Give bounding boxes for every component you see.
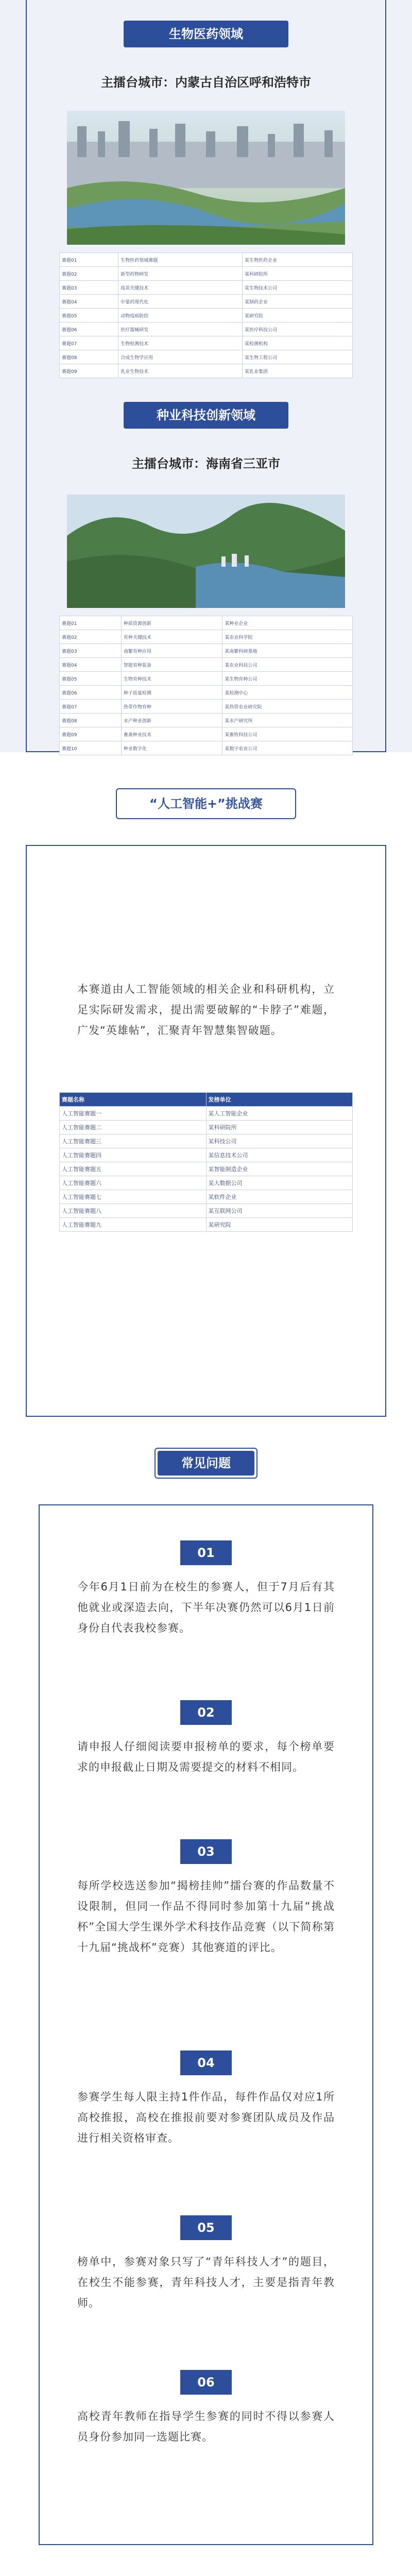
table-header bbox=[60, 1093, 353, 1107]
table-cell: 某检测机构 bbox=[242, 336, 352, 350]
table-cell: 赛题02 bbox=[60, 267, 118, 281]
table-cell: 赛题05 bbox=[60, 672, 122, 686]
table-cell: 赛题01 bbox=[60, 253, 118, 267]
table-cell: 某研究院 bbox=[242, 309, 352, 323]
table-cell: 某生物工程公司 bbox=[242, 350, 352, 364]
table-cell: 育种关键技术 bbox=[121, 630, 222, 644]
table-cell: 人工智能赛题七 bbox=[60, 1190, 207, 1204]
table-cell: 智能育种装备 bbox=[121, 658, 222, 672]
faq-answer: 请申报人仔细阅读要申报榜单的要求，每个榜单要求的申报截止日期及需要提交的材料不相同。 bbox=[77, 1740, 335, 1773]
table-row bbox=[60, 714, 353, 727]
table-cell: 新型药物研发 bbox=[118, 267, 243, 281]
table-cell: 某种业企业 bbox=[222, 616, 353, 630]
table-cell: 赛题07 bbox=[60, 700, 122, 714]
faq-answer: 高校青年教师在指导学生参赛的同时不得以参赛人员身份参加同一选题比赛。 bbox=[77, 2410, 335, 2443]
table-cell: 医疗器械研发 bbox=[118, 323, 243, 336]
table-header-cell: 赛题名称 bbox=[60, 1093, 207, 1107]
table-cell: 水产种业创新 bbox=[121, 714, 222, 727]
table-row bbox=[60, 741, 353, 755]
table-cell: 某智能制造企业 bbox=[206, 1162, 353, 1176]
table-row bbox=[60, 1218, 353, 1232]
table-header-cell: 发榜单位 bbox=[206, 1093, 353, 1107]
table-cell: 某数字农业公司 bbox=[222, 741, 353, 755]
faq-number: 03 bbox=[180, 1839, 232, 1864]
faq-number: 04 bbox=[180, 2050, 232, 2075]
seed-table bbox=[59, 616, 353, 755]
table-cell: 种质资源创新 bbox=[121, 616, 222, 630]
faq-number: 06 bbox=[180, 2370, 232, 2395]
table-cell: 某科研院所 bbox=[242, 267, 352, 281]
table-cell: 某生物技术公司 bbox=[242, 281, 352, 295]
table-cell: 某检测中心 bbox=[222, 686, 353, 700]
table-cell: 种业数字化 bbox=[121, 741, 222, 755]
table-row bbox=[60, 630, 353, 644]
table-row bbox=[60, 364, 353, 378]
table-cell: 人工智能赛题三 bbox=[60, 1134, 207, 1148]
table-cell: 某互联网公司 bbox=[206, 1204, 353, 1218]
table-cell: 赛题04 bbox=[60, 658, 122, 672]
table-cell: 赛题08 bbox=[60, 350, 118, 364]
table-cell: 人工智能赛题四 bbox=[60, 1148, 207, 1162]
bio-subtitle: 主擂台城市：内蒙古自治区呼和浩特市 bbox=[101, 75, 311, 90]
table-row bbox=[60, 672, 353, 686]
table-cell: 某水产研究所 bbox=[222, 714, 353, 727]
table-cell: 某生物医药企业 bbox=[242, 253, 352, 267]
table-cell: 人工智能赛题六 bbox=[60, 1176, 207, 1190]
table-cell: 赛题06 bbox=[60, 686, 122, 700]
table-row bbox=[60, 323, 353, 336]
table-cell: 赛题06 bbox=[60, 323, 118, 336]
table-cell: 某研究院 bbox=[206, 1218, 353, 1232]
table-cell: 某生物育种公司 bbox=[222, 672, 353, 686]
table-cell: 某热带农业研究院 bbox=[222, 700, 353, 714]
table-row bbox=[60, 336, 353, 350]
table-cell: 赛题02 bbox=[60, 630, 122, 644]
table-cell: 某南繁科研基地 bbox=[222, 644, 353, 658]
table-cell: 赛题07 bbox=[60, 336, 118, 350]
faq-number: 05 bbox=[180, 2215, 232, 2240]
table-cell: 赛题05 bbox=[60, 309, 118, 323]
ai-paragraph: 本赛道由人工智能领域的相关企业和科研机构，立足实际研发需求，提出需要破解的“卡脖子”难题，广发“英雄帖”，汇聚青年智慧集智破题。 bbox=[77, 983, 335, 1037]
table-cell: 某科研院所 bbox=[206, 1121, 353, 1134]
table-row bbox=[60, 686, 353, 700]
table-cell: 人工智能赛题二 bbox=[60, 1121, 207, 1134]
table-cell: 某医疗科技公司 bbox=[242, 323, 352, 336]
faq-title: 常见问题 bbox=[158, 1451, 254, 1476]
table-cell: 人工智能赛题八 bbox=[60, 1204, 207, 1218]
ai-table bbox=[59, 1092, 353, 1232]
bio-title: 生物医药领域 bbox=[124, 21, 288, 47]
faq-answer: 每所学校选送参加“揭榜挂帅”擂台赛的作品数量不设限制，但同一作品不得同时参加第十九届“挑战杯”全国大学生课外学术科技作品竞赛（以下简称第十九届“挑战杯”竞赛）其他赛道的评比。 bbox=[77, 1879, 335, 1954]
table-cell: 乳业生物技术 bbox=[118, 364, 243, 378]
ai-title: “人工智能+”挑战赛 bbox=[119, 791, 293, 816]
table-cell: 某乳业集团 bbox=[242, 364, 352, 378]
table-cell: 南繁育种应用 bbox=[121, 644, 222, 658]
table-row bbox=[60, 616, 353, 630]
table-cell: 某农业科学院 bbox=[222, 630, 353, 644]
faq-answer: 参赛学生每人限主持1件作品，每件作品仅对应1所高校推报，高校在推报前要对参赛团队成员及作品进行相关资格审查。 bbox=[77, 2091, 335, 2144]
table-cell: 生物育种技术 bbox=[121, 672, 222, 686]
table-cell: 动物疫病防控 bbox=[118, 309, 243, 323]
table-row bbox=[60, 295, 353, 309]
table-cell: 某科技公司 bbox=[206, 1134, 353, 1148]
table-cell: 热带作物育种 bbox=[121, 700, 222, 714]
table-row bbox=[60, 1121, 353, 1134]
table-cell: 合成生物学应用 bbox=[118, 350, 243, 364]
table-row bbox=[60, 253, 353, 267]
table-row bbox=[60, 1107, 353, 1121]
table-cell: 人工智能赛题九 bbox=[60, 1218, 207, 1232]
table-cell: 生物医药领域赛题 bbox=[118, 253, 243, 267]
faq-answer: 今年6月1日前为在校生的参赛人，但于7月后有其他就业或深造去向，下半年决赛仍然可以6月1日前身份自代表我校参赛。 bbox=[77, 1581, 335, 1634]
table-cell: 赛题08 bbox=[60, 714, 122, 727]
table-row bbox=[60, 1134, 353, 1148]
table-row bbox=[60, 309, 353, 323]
table-cell: 人工智能赛题一 bbox=[60, 1107, 207, 1121]
table-cell: 种子质量检测 bbox=[121, 686, 222, 700]
table-cell: 赛题09 bbox=[60, 364, 118, 378]
table-row bbox=[60, 350, 353, 364]
table-cell: 赛题04 bbox=[60, 295, 118, 309]
table-row bbox=[60, 281, 353, 295]
table-cell: 疫苗关键技术 bbox=[118, 281, 243, 295]
table-cell: 某大数据公司 bbox=[206, 1176, 353, 1190]
table-cell: 赛题03 bbox=[60, 644, 122, 658]
faq-answer: 榜单中，参赛对象只写了“青年科技人才”的题目，在校生不能参赛，青年科技人才，主要是指青年教师。 bbox=[77, 2256, 335, 2309]
table-cell: 赛题09 bbox=[60, 727, 122, 741]
table-row bbox=[60, 1148, 353, 1162]
table-cell: 某畜牧科技公司 bbox=[222, 727, 353, 741]
table-row bbox=[60, 1176, 353, 1190]
table-cell: 赛题10 bbox=[60, 741, 122, 755]
table-cell: 某软件企业 bbox=[206, 1190, 353, 1204]
table-row bbox=[60, 1204, 353, 1218]
table-row bbox=[60, 700, 353, 714]
table-row bbox=[60, 267, 353, 281]
seed-subtitle: 主擂台城市：海南省三亚市 bbox=[132, 456, 280, 471]
bio-table bbox=[59, 252, 353, 378]
table-row bbox=[60, 644, 353, 658]
faq-number: 02 bbox=[180, 1700, 232, 1725]
faq-number: 01 bbox=[180, 1540, 232, 1565]
table-cell: 生物检测技术 bbox=[118, 336, 243, 350]
table-cell: 某农业科技公司 bbox=[222, 658, 353, 672]
seed-title: 种业科技创新领域 bbox=[124, 402, 288, 429]
table-cell: 畜禽种业技术 bbox=[121, 727, 222, 741]
table-row bbox=[60, 658, 353, 672]
bio-city-photo bbox=[67, 111, 345, 245]
table-cell: 人工智能赛题五 bbox=[60, 1162, 207, 1176]
table-row bbox=[60, 727, 353, 741]
table-row bbox=[60, 1162, 353, 1176]
seed-city-photo bbox=[67, 495, 345, 608]
table-cell: 赛题01 bbox=[60, 616, 122, 630]
table-cell: 赛题03 bbox=[60, 281, 118, 295]
table-cell: 某制药企业 bbox=[242, 295, 352, 309]
table-cell: 某信息技术公司 bbox=[206, 1148, 353, 1162]
table-row bbox=[60, 1190, 353, 1204]
table-cell: 中蒙药现代化 bbox=[118, 295, 243, 309]
table-cell: 某人工智能企业 bbox=[206, 1107, 353, 1121]
